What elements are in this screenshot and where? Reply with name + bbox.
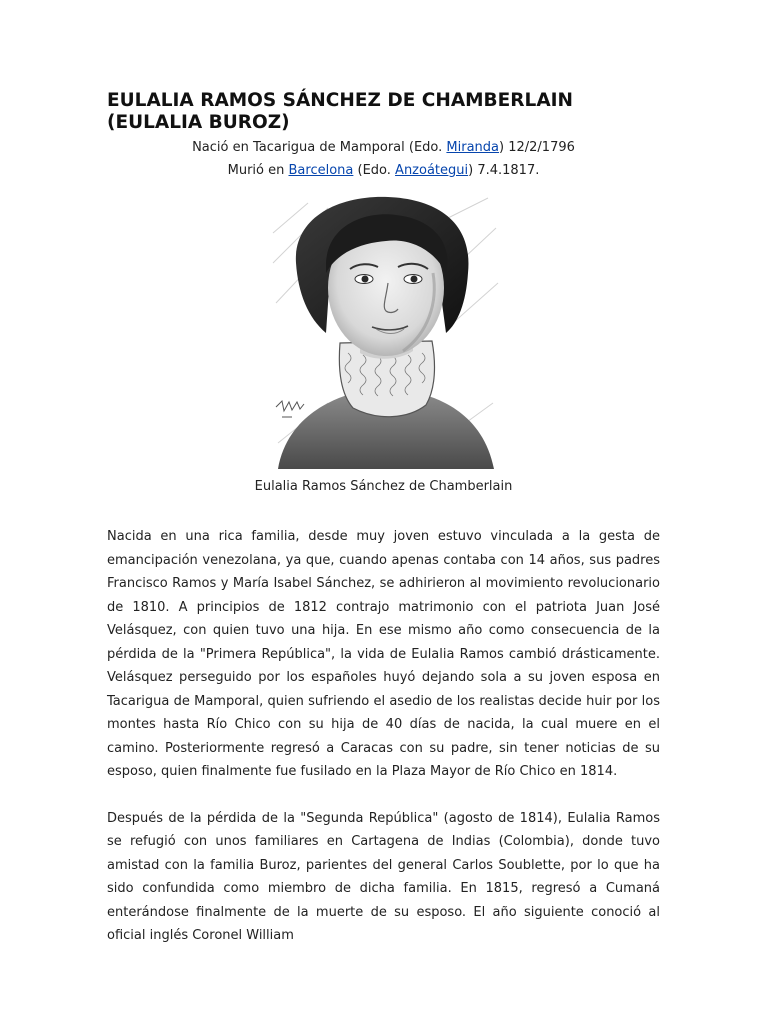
portrait-caption: Eulalia Ramos Sánchez de Chamberlain (254, 479, 513, 494)
page-title: EULALIA RAMOS SÁNCHEZ DE CHAMBERLAIN (EULALIA BUROZ) (107, 90, 574, 133)
portrait-container (107, 193, 660, 473)
article-body (107, 525, 660, 948)
death-prefix: Murió en (227, 163, 289, 178)
barcelona-link[interactable]: Barcelona (288, 163, 354, 178)
portrait-image (268, 193, 500, 469)
document-page (107, 90, 660, 971)
death-line (107, 159, 660, 182)
death-suffix: ) 7.4.1817. (468, 163, 540, 178)
anzoategui-link[interactable]: Anzoátegui (395, 163, 469, 178)
paragraph: Nacida en una rica familia, desde muy joven estuvo vinculada a la gesta de emancipación venezolana, ya que, cuando apenas contaba con 14 años, sus padres Francisco Ramos y María Isabel Sánchez, se adhirieron al movimiento revolucionario de 1810. A principios de 1812 contrajo matrimonio con el patriota Juan José Velásquez, con quien tuvo una hija. En ese mismo año como consecuencia de la pérdida de la "Primera República", la vida de Eulalia Ramos cambió drásticamente. Velásquez perseguido por los españoles huyó dejando sola a su joven esposa en Tacarigua de Mamporal, quien sufriendo el asedio de los realistas decide huir por los montes hasta Río Chico con su hija de 40 días de nacida, la cual muere en el camino. Posteriormente regresó a Caracas con su padre, sin tener noticias de su esposo, quien finalmente fue fusilado en la Plaza Mayor de Río Chico en 1814. (107, 529, 660, 779)
birth-prefix: Nació en Tacarigua de Mamporal (Edo. (192, 140, 447, 155)
miranda-link[interactable]: Miranda (446, 140, 500, 155)
birth-line (107, 136, 660, 159)
death-middle: (Edo. (353, 163, 396, 178)
paragraph: Después de la pérdida de la "Segunda República" (agosto de 1814), Eulalia Ramos se refugió con unos familiares en Cartagena de Indias (Colombia), donde tuvo amistad con la familia Buroz, parientes del general Carlos Soublette, por lo que ha sido confundida como miembro de dicha familia. En 1815, regresó a Cumaná enterándose finalmente de la muerte de su esposo. El año siguiente conoció al oficial inglés Coronel William (107, 810, 660, 943)
birth-suffix: ) 12/2/1796 (499, 140, 575, 155)
